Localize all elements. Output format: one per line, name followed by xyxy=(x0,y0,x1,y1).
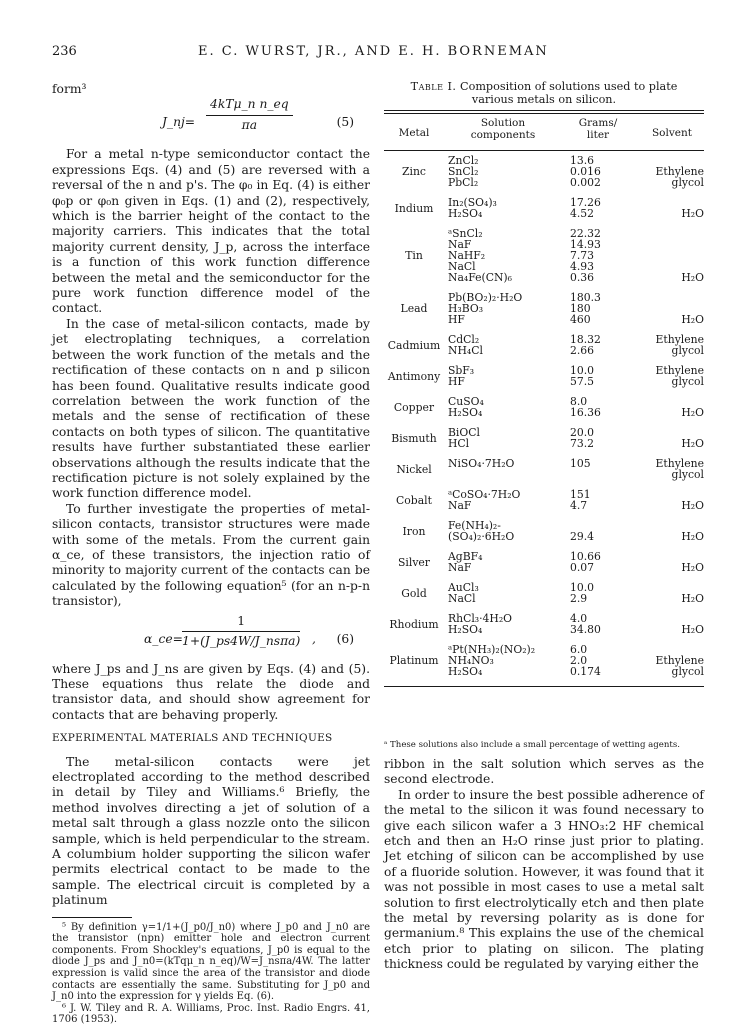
footnote-rule xyxy=(52,917,132,918)
cell-components-line: NiSO₄·7H₂O xyxy=(448,457,515,470)
table-row xyxy=(384,292,704,325)
cell-solvent-line: glycol xyxy=(671,176,704,189)
table-header xyxy=(384,114,704,150)
cell-solvent-line: H₂O xyxy=(681,406,704,419)
cell-metal: Nickel xyxy=(396,462,432,476)
cell-grams-line: 4.7 xyxy=(570,499,588,512)
table-row xyxy=(384,155,704,188)
table-row xyxy=(384,365,704,387)
cell-grams-line: 180.3 xyxy=(570,291,601,304)
cell-solvent xyxy=(640,334,704,356)
cell-components xyxy=(448,551,558,573)
cell-grams xyxy=(570,551,630,573)
cell-solvent-line: H₂O xyxy=(681,207,704,220)
cell-grams xyxy=(570,613,630,635)
cell-components-line: ᵃCoSO₄·7H₂O xyxy=(448,488,521,501)
cell-components xyxy=(448,396,558,418)
eq6-lhs: α_ce= xyxy=(144,631,183,646)
eq6-tail: , xyxy=(312,631,316,646)
header-solvent: Solvent xyxy=(651,127,692,139)
cell-metal: Copper xyxy=(393,400,435,414)
header-grams xyxy=(566,118,630,141)
cell-solvent-line: glycol xyxy=(671,468,704,481)
cell-metal: Indium xyxy=(394,201,434,215)
eq6-denominator: 1+(J_ps4W/J_nsπa) xyxy=(182,634,301,648)
cell-grams-line: 4.0 xyxy=(570,612,588,625)
cell-metal: Iron xyxy=(402,524,426,538)
table-footnote: ᵃ These solutions also include a small percentage of wetting agents. xyxy=(384,740,681,750)
cell-components-line: AgBF₄ xyxy=(448,550,483,563)
footnotes xyxy=(52,922,370,1026)
cell-solvent xyxy=(640,208,704,219)
cell-grams-line: 10.66 xyxy=(570,550,601,563)
cell-solvent xyxy=(640,166,704,188)
cell-solvent xyxy=(640,458,704,480)
cell-components-line: RhCl₃·4H₂O xyxy=(448,612,513,625)
cell-grams-line: 460 xyxy=(570,313,591,326)
cell-grams-line: 4.93 xyxy=(570,260,595,273)
cell-components-line: AuCl₃ xyxy=(448,581,479,594)
cell-components xyxy=(448,228,558,283)
table-row xyxy=(384,582,704,604)
cell-grams-line: 14.93 xyxy=(570,238,601,251)
table-row xyxy=(384,551,704,573)
cell-components-line: H₃BO₃ xyxy=(448,302,484,315)
cell-solvent-line: H₂O xyxy=(681,530,704,543)
cell-solvent-line: H₂O xyxy=(681,592,704,605)
table-row xyxy=(384,520,704,542)
paragraph: ribbon in the salt solution which serves as the second electrode. xyxy=(384,757,704,787)
table-row xyxy=(384,197,704,219)
cell-components-line: NaCl xyxy=(448,260,476,273)
cell-grams xyxy=(570,365,630,387)
cell-grams-line: 0.002 xyxy=(570,176,601,189)
cell-solvent-line: glycol xyxy=(671,665,704,678)
cell-metal: Antimony xyxy=(387,369,441,383)
header-grams-line1: Grams/ xyxy=(578,117,618,129)
header-metal: Metal xyxy=(398,127,430,139)
cell-solvent xyxy=(640,562,704,573)
cell-grams-line: 13.6 xyxy=(570,154,595,167)
cell-components xyxy=(448,613,558,635)
cell-grams-line: 105 xyxy=(570,457,591,470)
cell-grams-line: 10.0 xyxy=(570,581,595,594)
cell-grams-line: 2.9 xyxy=(570,592,588,605)
cell-solvent-line: Ethylene xyxy=(655,457,704,470)
intro-text: form³ xyxy=(52,82,87,96)
cell-components-line: In₂(SO₄)₃ xyxy=(448,196,497,209)
cell-components-line: NH₄NO₃ xyxy=(448,654,494,667)
cell-grams xyxy=(570,520,630,542)
cell-grams xyxy=(570,155,630,188)
cell-grams-line: 16.36 xyxy=(570,406,601,419)
cell-solvent-line: glycol xyxy=(671,375,704,388)
table-row xyxy=(384,427,704,449)
cell-grams-line: 0.36 xyxy=(570,271,595,284)
cell-components-line: Fe(NH₄)₂- xyxy=(448,519,501,532)
right-column xyxy=(384,757,704,973)
cell-components-line: SnCl₂ xyxy=(448,165,479,178)
cell-grams-line: 20.0 xyxy=(570,426,595,439)
cell-grams-line: 180 xyxy=(570,302,591,315)
cell-grams-line: 4.52 xyxy=(570,207,595,220)
paragraph: For a metal n-type semiconductor contact the expressions Eqs. (4) and (5) are reversed with a reversal of the n and p's. The φ₀ in Eq. (4) is either φ₀p or φ₀n given in Eqs. (1) and (2), respectively, which is the barrier height of the contact to the majority carriers. This indicates that the total majority current density, J_p, across the interface is a function of this work function difference between the metal and the semiconductor for the pure work function difference model of the contact. xyxy=(52,147,370,316)
cell-grams xyxy=(570,489,630,511)
cell-grams-line: 151 xyxy=(570,488,591,501)
cell-grams xyxy=(570,292,630,325)
cell-solvent-line: H₂O xyxy=(681,437,704,450)
table-row xyxy=(384,334,704,356)
eq5-number: (5) xyxy=(336,115,354,130)
cell-metal: Zinc xyxy=(402,165,426,178)
equation-5 xyxy=(162,97,370,147)
cell-grams-line: 8.0 xyxy=(570,395,588,408)
cell-components-line: ZnCl₂ xyxy=(448,154,479,167)
eq5-denominator: πa xyxy=(241,117,258,132)
cell-components-line: H₂SO₄ xyxy=(448,623,483,636)
cell-components xyxy=(448,292,558,325)
cell-grams xyxy=(570,427,630,449)
eq6-number: (6) xyxy=(336,631,354,646)
cell-components-line: HF xyxy=(448,375,465,388)
cell-grams-line: 2.0 xyxy=(570,654,588,667)
cell-components xyxy=(448,197,558,219)
cell-solvent xyxy=(640,655,704,677)
cell-grams xyxy=(570,334,630,356)
table-row xyxy=(384,644,704,677)
cell-solvent xyxy=(640,593,704,604)
cell-solvent xyxy=(640,365,704,387)
cell-grams xyxy=(570,582,630,604)
cell-grams-line: 17.26 xyxy=(570,196,601,209)
cell-metal: Silver xyxy=(398,555,430,569)
cell-components-line: NaCl xyxy=(448,592,476,605)
cell-solvent xyxy=(640,500,704,511)
cell-metal: Tin xyxy=(405,249,423,262)
cell-components-line: SbF₃ xyxy=(448,364,475,377)
paragraph: In the case of metal-silicon contacts, made by jet electroplating techniques, a correlation between the work function of the metals and the rectification of these contacts on n and p silicon has been found. Qualitative results indicate good correlation between the work function of the metals and the sense of rectification of these contacts on both types of silicon. The quantitative results have further substantiated these earlier observations although the results indicate that the rectification picture is not solely explained by the work function difference model. xyxy=(52,316,370,501)
cell-solvent-line: H₂O xyxy=(681,313,704,326)
left-column xyxy=(52,82,370,1026)
cell-components-line: H₂SO₄ xyxy=(448,665,483,678)
cell-components-line: ᵃSnCl₂ xyxy=(448,227,483,240)
cell-solvent xyxy=(640,272,704,283)
cell-components-line: NaHF₂ xyxy=(448,249,486,262)
table-bottom-rule xyxy=(384,686,704,687)
table-row xyxy=(384,489,704,511)
cell-metal: Lead xyxy=(400,302,428,315)
cell-components xyxy=(448,644,558,677)
cell-components-line: PbCl₂ xyxy=(448,176,479,189)
cell-grams xyxy=(570,644,630,677)
cell-components-line: H₂SO₄ xyxy=(448,406,483,419)
cell-components-line: ᵃPt(NH₃)₂(NO₂)₂ xyxy=(448,643,536,656)
cell-grams xyxy=(570,458,630,469)
header-solution xyxy=(448,118,558,141)
cell-components-line: NaF xyxy=(448,561,472,574)
cell-components xyxy=(448,334,558,356)
cell-components xyxy=(448,582,558,604)
table-title-line2: various metals on silicon. xyxy=(471,93,617,106)
cell-grams-line: 18.32 xyxy=(570,333,601,346)
cell-grams xyxy=(570,396,630,418)
paragraph: The metal-silicon contacts were jet electroplated according to the method described in detail by Tiley and Williams.⁶ Briefly, the method involves directing a jet of solution of a metal salt through a glass nozzle onto the silicon sample, which is held perpendicular to the stream. A columbium holder supporting the silicon wafer permits electrical contact to be made to the sample. The electrical circuit is completed by a platinum xyxy=(52,754,370,908)
eq5-numerator: 4kTμ_n n_eq xyxy=(206,97,293,115)
footnote-6: ⁶ J. W. Tiley and R. A. Williams, Proc. Inst. Radio Engrs. 41, 1706 (1953). xyxy=(52,1002,370,1026)
cell-metal: Cobalt xyxy=(396,493,432,507)
cell-solvent-line: Ethylene xyxy=(655,654,704,667)
cell-solvent-line: glycol xyxy=(671,344,704,357)
cell-solvent-line: H₂O xyxy=(681,499,704,512)
table-body xyxy=(384,151,704,677)
running-header xyxy=(52,44,702,64)
cell-components-line: H₂SO₄ xyxy=(448,207,483,220)
cell-grams-line: 73.2 xyxy=(570,437,595,450)
cell-grams xyxy=(570,228,630,283)
cell-components xyxy=(448,427,558,449)
cell-grams-line: 0.07 xyxy=(570,561,595,574)
paragraph: In order to insure the best possible adherence of the metal to the silicon it was found necessary to give each silicon wafer a 3 HNO₃:2 HF chemical etch and then an H₂O rinse just prior to plating. Jet etching of silicon can be accomplished by use of a fluoride solution. However, it was found that it was not possible in most cases to use a metal salt solution to first electrolytically etch and then plate the metal by reversing polarity as is done for germanium.⁸ This explains the use of the chemical etch prior to plating on silicon. The plating thickness could be regulated by varying either the xyxy=(384,787,704,972)
cell-grams-line: 6.0 xyxy=(570,643,588,656)
cell-grams-line: 34.80 xyxy=(570,623,601,636)
cell-grams-line: 29.4 xyxy=(570,530,595,543)
cell-metal: Platinum xyxy=(389,654,439,667)
cell-grams-line: 0.016 xyxy=(570,165,601,178)
cell-components-line: CuSO₄ xyxy=(448,395,484,408)
table-row xyxy=(384,613,704,635)
header-solution-line2: components xyxy=(470,128,536,141)
cell-metal: Bismuth xyxy=(391,431,437,445)
cell-grams-line: 0.174 xyxy=(570,665,601,678)
composition-table xyxy=(384,110,704,687)
eq5-fraction xyxy=(206,97,293,133)
cell-components xyxy=(448,489,558,511)
cell-solvent-line: Ethylene xyxy=(655,333,704,346)
cell-solvent xyxy=(640,438,704,449)
cell-solvent-line: Ethylene xyxy=(655,364,704,377)
cell-solvent xyxy=(640,624,704,635)
table-title-line1: Composition of solutions used to plate xyxy=(460,80,678,93)
cell-solvent xyxy=(640,531,704,542)
cell-components-line: NaF xyxy=(448,238,472,251)
cell-components xyxy=(448,458,558,469)
cell-grams-line: 2.66 xyxy=(570,344,595,357)
cell-solvent-line: H₂O xyxy=(681,561,704,574)
cell-components-line: Na₄Fe(CN)₆ xyxy=(448,271,512,284)
cell-components-line: CdCl₂ xyxy=(448,333,480,346)
table-row xyxy=(384,458,704,480)
eq6-numerator: 1 xyxy=(182,614,300,632)
cell-grams-line: 57.5 xyxy=(570,375,595,388)
cell-grams-line: 7.73 xyxy=(570,249,595,262)
paragraph: To further investigate the properties of metal-silicon contacts, transistor structures were made with some of the metals. From the current gain α_ce, of these transistors, the injection ratio of minority to majority current of the contacts can be calculated by the following equation⁵ (for an n-p-n transistor), xyxy=(52,501,370,609)
paragraph: where J_ps and J_ns are given by Eqs. (4) and (5). These equations thus relate the diode and transistor data, and should show agreement for contacts that are behaving properly. xyxy=(52,661,370,722)
footnote-5: ⁵ By definition γ=1/1+(J_p0/J_n0) where J_p0 and J_n0 are the transistor (npn) emitter hole and electron current components. From Shockley's equations, J_p0 is equal to the diode J_ps and J_n0=(kTqμ_n n_eq)/W=J_nsπa/4W. The latter expression is valid since the area of the transistor and diode contacts are essentially the same. Substituting for J_p0 and J_n0 into the expression for γ yields Eq. (6). xyxy=(52,921,370,1003)
cell-components-line: Pb(BO₂)₂·H₂O xyxy=(448,291,523,304)
cell-solvent xyxy=(640,407,704,418)
header-grams-line2: liter xyxy=(586,128,610,141)
cell-solvent xyxy=(640,314,704,325)
running-title: E. C. WURST, JR., AND E. H. BORNEMAN xyxy=(198,44,549,59)
cell-components xyxy=(448,520,558,542)
table-row xyxy=(384,396,704,418)
cell-components xyxy=(448,155,558,188)
cell-components xyxy=(448,365,558,387)
table-title-label: Table I. xyxy=(410,80,457,93)
cell-solvent-line: Ethylene xyxy=(655,165,704,178)
eq5-lhs: J_nj= xyxy=(162,115,196,130)
cell-solvent-line: H₂O xyxy=(681,271,704,284)
cell-metal: Rhodium xyxy=(389,617,439,631)
cell-components-line: HF xyxy=(448,313,465,326)
cell-components-line: NaF xyxy=(448,499,472,512)
cell-components-line: HCl xyxy=(448,437,470,450)
header-solution-line1: Solution xyxy=(480,117,526,129)
cell-components-line: NH₄Cl xyxy=(448,344,483,357)
cell-metal: Cadmium xyxy=(387,338,441,352)
cell-solvent-line: H₂O xyxy=(681,623,704,636)
cell-grams-line: 22.32 xyxy=(570,227,601,240)
cell-grams xyxy=(570,197,630,219)
equation-6 xyxy=(144,614,370,662)
cell-components-line: (SO₄)₂·6H₂O xyxy=(448,530,515,543)
cell-grams-line: 10.0 xyxy=(570,364,595,377)
table-row xyxy=(384,228,704,283)
cell-components-line: BiOCl xyxy=(448,426,480,439)
eq6-fraction xyxy=(182,614,300,650)
page-number: 236 xyxy=(52,44,77,59)
table-title xyxy=(384,80,704,106)
cell-metal: Gold xyxy=(401,586,427,600)
section-heading: EXPERIMENTAL MATERIALS AND TECHNIQUES xyxy=(52,732,333,745)
